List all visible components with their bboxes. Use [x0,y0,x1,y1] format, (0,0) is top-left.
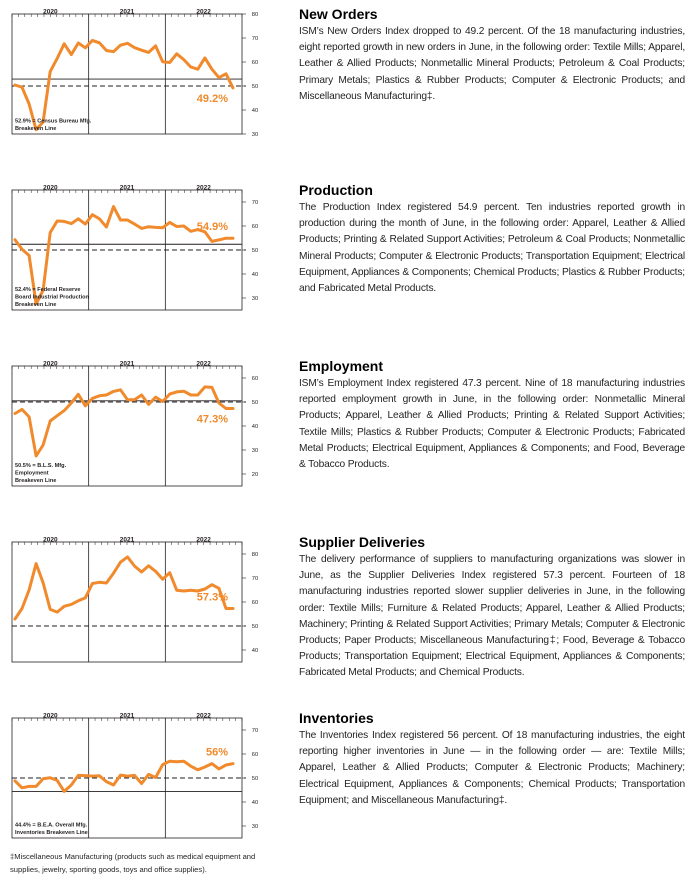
data-point [204,588,206,590]
new-orders-text [299,6,685,105]
inventories-chart [10,712,262,848]
data-point [176,226,178,228]
data-point [155,396,157,398]
data-point [78,218,80,220]
data-point [14,84,16,86]
data-point [71,54,73,56]
year-label: 2021 [119,8,135,16]
year-label: 2021 [119,360,135,368]
section-title: Supplier Deliveries [299,534,426,550]
data-point [120,219,122,221]
y-tick-label: 70 [251,576,259,582]
y-tick-label: 40 [251,648,259,654]
data-point [169,62,171,64]
data-point [162,227,164,229]
data-point [63,43,65,45]
data-point [176,53,178,55]
y-tick-label: 70 [251,200,259,206]
section-title: Inventories [299,710,374,726]
data-point [78,775,80,777]
data-point [56,611,58,613]
data-point [141,571,143,573]
data-point [85,405,87,407]
data-point [169,222,171,224]
data-point [85,223,87,225]
data-point [134,47,136,49]
data-point [190,589,192,591]
data-point [113,206,115,208]
data-point [218,77,220,79]
data-point [120,774,122,776]
y-tick-label: 60 [251,224,259,230]
y-tick-label: 60 [251,60,259,66]
year-label: 2022 [196,360,211,368]
employment-text [299,358,685,473]
data-point [155,45,157,47]
breakeven-label: 52.4% = Federal Reserve [15,287,81,293]
data-point [113,51,115,53]
data-point [63,410,65,412]
data-point [63,221,65,223]
year-label: 2022 [196,8,211,16]
data-point [211,241,213,243]
section-title: Production [299,182,373,198]
new-orders-chart [10,8,262,144]
y-tick-label: 50 [251,248,259,254]
data-point [162,578,164,580]
breakeven-label: 50.5% = B.L.S. Mfg. [15,463,67,469]
data-point [190,66,192,68]
data-point [134,223,136,225]
year-label: 2022 [196,184,211,192]
data-point [28,103,30,105]
data-point [197,394,199,396]
y-tick-label: 50 [251,776,259,782]
data-point [197,769,199,771]
section-employment [0,352,697,528]
breakeven-label: Board Industrial Production [15,294,89,301]
data-point [134,399,136,401]
year-label: 2020 [43,184,58,192]
data-point [21,608,23,610]
section-body: The delivery performance of suppliers to manufacturing organizations was slower in June, as the Supplier Deliveries Index registered 57.3 percent. Fourteen of 18 manufacturing industries reported slower supplier deliveries in June, in the following order: Textile Mills; Furniture & Related Products; Apparel, Leather & Allied Products; Machinery; Printing & Related Support Activities; Primary Metals; Computer & Electronic Products; Paper Products; Miscellaneous Manufacturing‡; Food, Beverage & Tobacco Products; Transportation Equipment; Electrical Equipment, Appliances & Components; Fabricated Metal Products; and Chemical Products. [299,554,685,679]
data-point [120,389,122,391]
year-label: 2021 [119,712,135,720]
data-point [225,237,227,239]
data-point [148,52,150,54]
year-label: 2020 [43,536,58,544]
data-point [71,604,73,606]
data-point [127,775,129,777]
data-point [127,43,129,45]
data-point [162,61,164,63]
data-point [232,608,234,610]
year-label: 2021 [119,536,135,544]
data-point [218,239,220,241]
data-point [92,583,94,585]
data-point [21,787,23,789]
data-point [106,50,108,52]
data-point [155,571,157,573]
section-body: The Production Index registered 54.9 percent. Ten industries reported growth in production during the month of June, in the following order: Apparel, Leather & Allied Products; Printing & Related Support Activities; Petroleum & Coal Products; Nonmetallic Mineral Products; Computer & Electronic Products; Transportation Equipment; Electrical Equipment, Appliances & Components; Chemical Products; Plastics & Rubber Products; and Fabricated Metal Products. [299,202,685,295]
section-title: Employment [299,358,384,374]
data-point [225,764,227,766]
data-point [225,73,227,75]
year-label: 2021 [119,184,135,192]
footnote: ‡Miscellaneous Manufacturing (products such as medical equipment and supplies, jewelry, sporting goods, toys and office supplies). [10,852,256,874]
data-point [148,404,150,406]
data-point [106,394,108,396]
data-point [42,778,44,780]
production-text [299,182,685,297]
data-point [134,565,136,567]
data-point [71,402,73,404]
y-tick-label: 60 [251,600,259,606]
data-point [106,781,108,783]
data-point [127,399,129,401]
data-point [71,223,73,225]
data-point [14,780,16,782]
section-body: The Inventories Index registered 56 percent. Of 18 manufacturing industries, the eight reporting higher inventories in June — in the following order — are: Textile Mills; Apparel, Leather & Allied Products; Computer & Electronic Products; Machinery; Electrical Equipment, Appliances & Components; Chemical Products; Transportation Equipment; and Miscellaneous Manufacturing‡. [299,730,685,806]
data-point [155,777,157,779]
employment-chart [10,360,262,496]
data-point [85,775,87,777]
y-tick-label: 60 [251,376,259,382]
inventories-text [299,710,685,809]
series-line [15,761,233,791]
data-point [78,394,80,396]
data-point [35,786,37,788]
y-tick-label: 20 [251,472,259,478]
y-tick-label: 50 [251,624,259,630]
breakeven-label: 44.4% = B.E.A. Overall Mfg. [15,822,88,829]
data-point [204,766,206,768]
data-point [225,408,227,410]
data-point [99,42,101,44]
series-line [15,557,233,619]
data-point [232,763,234,765]
data-point [35,563,37,565]
y-tick-label: 30 [251,296,259,302]
data-point [92,775,94,777]
y-tick-label: 30 [251,824,259,830]
data-point [56,415,58,417]
y-tick-label: 40 [251,272,259,278]
supplier-deliveries-text [299,534,685,682]
value-label: 57.3% [196,591,228,604]
data-point [127,556,129,558]
breakeven-label: Breakeven Line [15,478,57,484]
breakeven-label: Employment [15,470,49,477]
data-point [169,393,171,395]
y-tick-label: 40 [251,800,259,806]
data-point [63,791,65,793]
data-point [85,597,87,599]
data-point [14,618,16,620]
y-tick-label: 80 [251,12,259,18]
data-point [99,775,101,777]
data-point [92,398,94,400]
data-point [14,239,16,241]
series-line [15,40,233,129]
section-production [0,176,697,352]
y-tick-label: 30 [251,448,259,454]
data-point [99,218,101,220]
data-point [197,68,199,70]
data-point [113,391,115,393]
data-point [35,455,37,457]
section-supplier-deliveries [0,528,697,704]
data-point [183,760,185,762]
data-point [120,44,122,46]
data-point [134,775,136,777]
data-point [162,764,164,766]
data-point [155,227,157,229]
breakeven-label: Breakeven Line [15,302,57,308]
y-tick-label: 60 [251,752,259,758]
data-point [56,780,58,782]
y-tick-label: 50 [251,400,259,406]
data-point [56,220,58,222]
data-point [211,387,213,389]
production-chart [10,184,262,320]
data-point [99,395,101,397]
data-point [148,565,150,567]
data-point [99,582,101,584]
data-point [232,408,234,410]
data-point [85,47,87,49]
data-point [211,584,213,586]
data-point [176,391,178,393]
data-point [232,237,234,239]
data-point [218,768,220,770]
data-point [190,765,192,767]
data-point [190,231,192,233]
data-point [49,232,51,234]
breakeven-label: 52.9% = Census Bureau Mfg. [15,118,92,125]
breakeven-label: Breakeven Line [15,126,57,132]
year-label: 2022 [196,536,211,544]
data-point [183,59,185,61]
data-point [183,390,185,392]
data-point [204,386,206,388]
data-point [71,784,73,786]
data-point [176,761,178,763]
data-point [49,71,51,73]
data-point [56,58,58,60]
data-point [120,561,122,563]
year-label: 2020 [43,8,58,16]
data-point [113,784,115,786]
y-tick-label: 70 [251,728,259,734]
section-title: New Orders [299,6,378,22]
value-label: 54.9% [196,221,228,234]
year-label: 2022 [196,712,211,720]
y-tick-label: 80 [251,552,259,558]
data-point [92,40,94,42]
data-point [78,600,80,602]
data-point [183,225,185,227]
data-point [21,409,23,411]
data-point [42,582,44,584]
data-point [204,57,206,59]
data-point [127,219,129,221]
data-point [176,589,178,591]
y-tick-label: 40 [251,108,259,114]
data-point [106,582,108,584]
data-point [28,786,30,788]
data-point [63,606,65,608]
value-label: 49.2% [196,92,228,105]
data-point [49,420,51,422]
data-point [169,572,171,574]
value-label: 56% [205,746,228,759]
data-point [141,228,143,230]
data-point [211,763,213,765]
y-tick-label: 50 [251,84,259,90]
section-body: ISM’s New Orders Index dropped to 49.2 percent. Of the 18 manufacturing industries, eight reported growth in new orders in June, in the following order: Textile Mills; Apparel, Leather & Allied Products; Nonmetallic Mineral Products; Petroleum & Coal Products; Primary Metals; Plastics & Rubber Products; Computer & Electronic Products; and Miscellaneous Manufacturing‡. [299,26,685,102]
data-point [218,588,220,590]
data-point [232,87,234,89]
data-point [218,402,220,404]
data-point [49,777,51,779]
data-point [78,42,80,44]
value-label: 47.3% [196,413,228,426]
data-point [141,49,143,51]
year-label: 2020 [43,712,58,720]
data-point [14,413,16,415]
data-point [141,394,143,396]
data-point [162,401,164,403]
data-point [148,226,150,228]
data-point [92,214,94,216]
data-point [106,226,108,228]
data-point [169,760,171,762]
year-label: 2020 [43,360,58,368]
data-point [21,249,23,251]
data-point [42,444,44,446]
data-point [21,86,23,88]
section-body: ISM’s Employment Index registered 47.3 percent. Nine of 18 manufacturing industries reported employment growth in June, in the following order: Nonmetallic Mineral Products; Apparel, Leather & Allied Products; Printing & Related Support Activities; Textile Mills; Plastics & Rubber Products; Computer & Electronic Products; Fabricated Metal Products; Electrical Equipment, Appliances & Components; and Food, Beverage & Tobacco Products. [299,378,685,471]
supplier-deliveries-chart [10,536,262,672]
data-point [28,255,30,257]
data-point [190,394,192,396]
y-tick-label: 40 [251,424,259,430]
data-point [28,416,30,418]
section-new-orders [0,0,697,176]
data-point [183,590,185,592]
data-point [113,572,115,574]
data-point [148,774,150,776]
plot-frame [12,14,242,134]
data-point [211,68,213,70]
data-point [28,589,30,591]
data-point [225,608,227,610]
y-tick-label: 30 [251,132,259,138]
data-point [141,783,143,785]
data-point [49,609,51,611]
y-tick-label: 70 [251,36,259,42]
breakeven-label: Inventories Breakeven Line [15,830,88,836]
